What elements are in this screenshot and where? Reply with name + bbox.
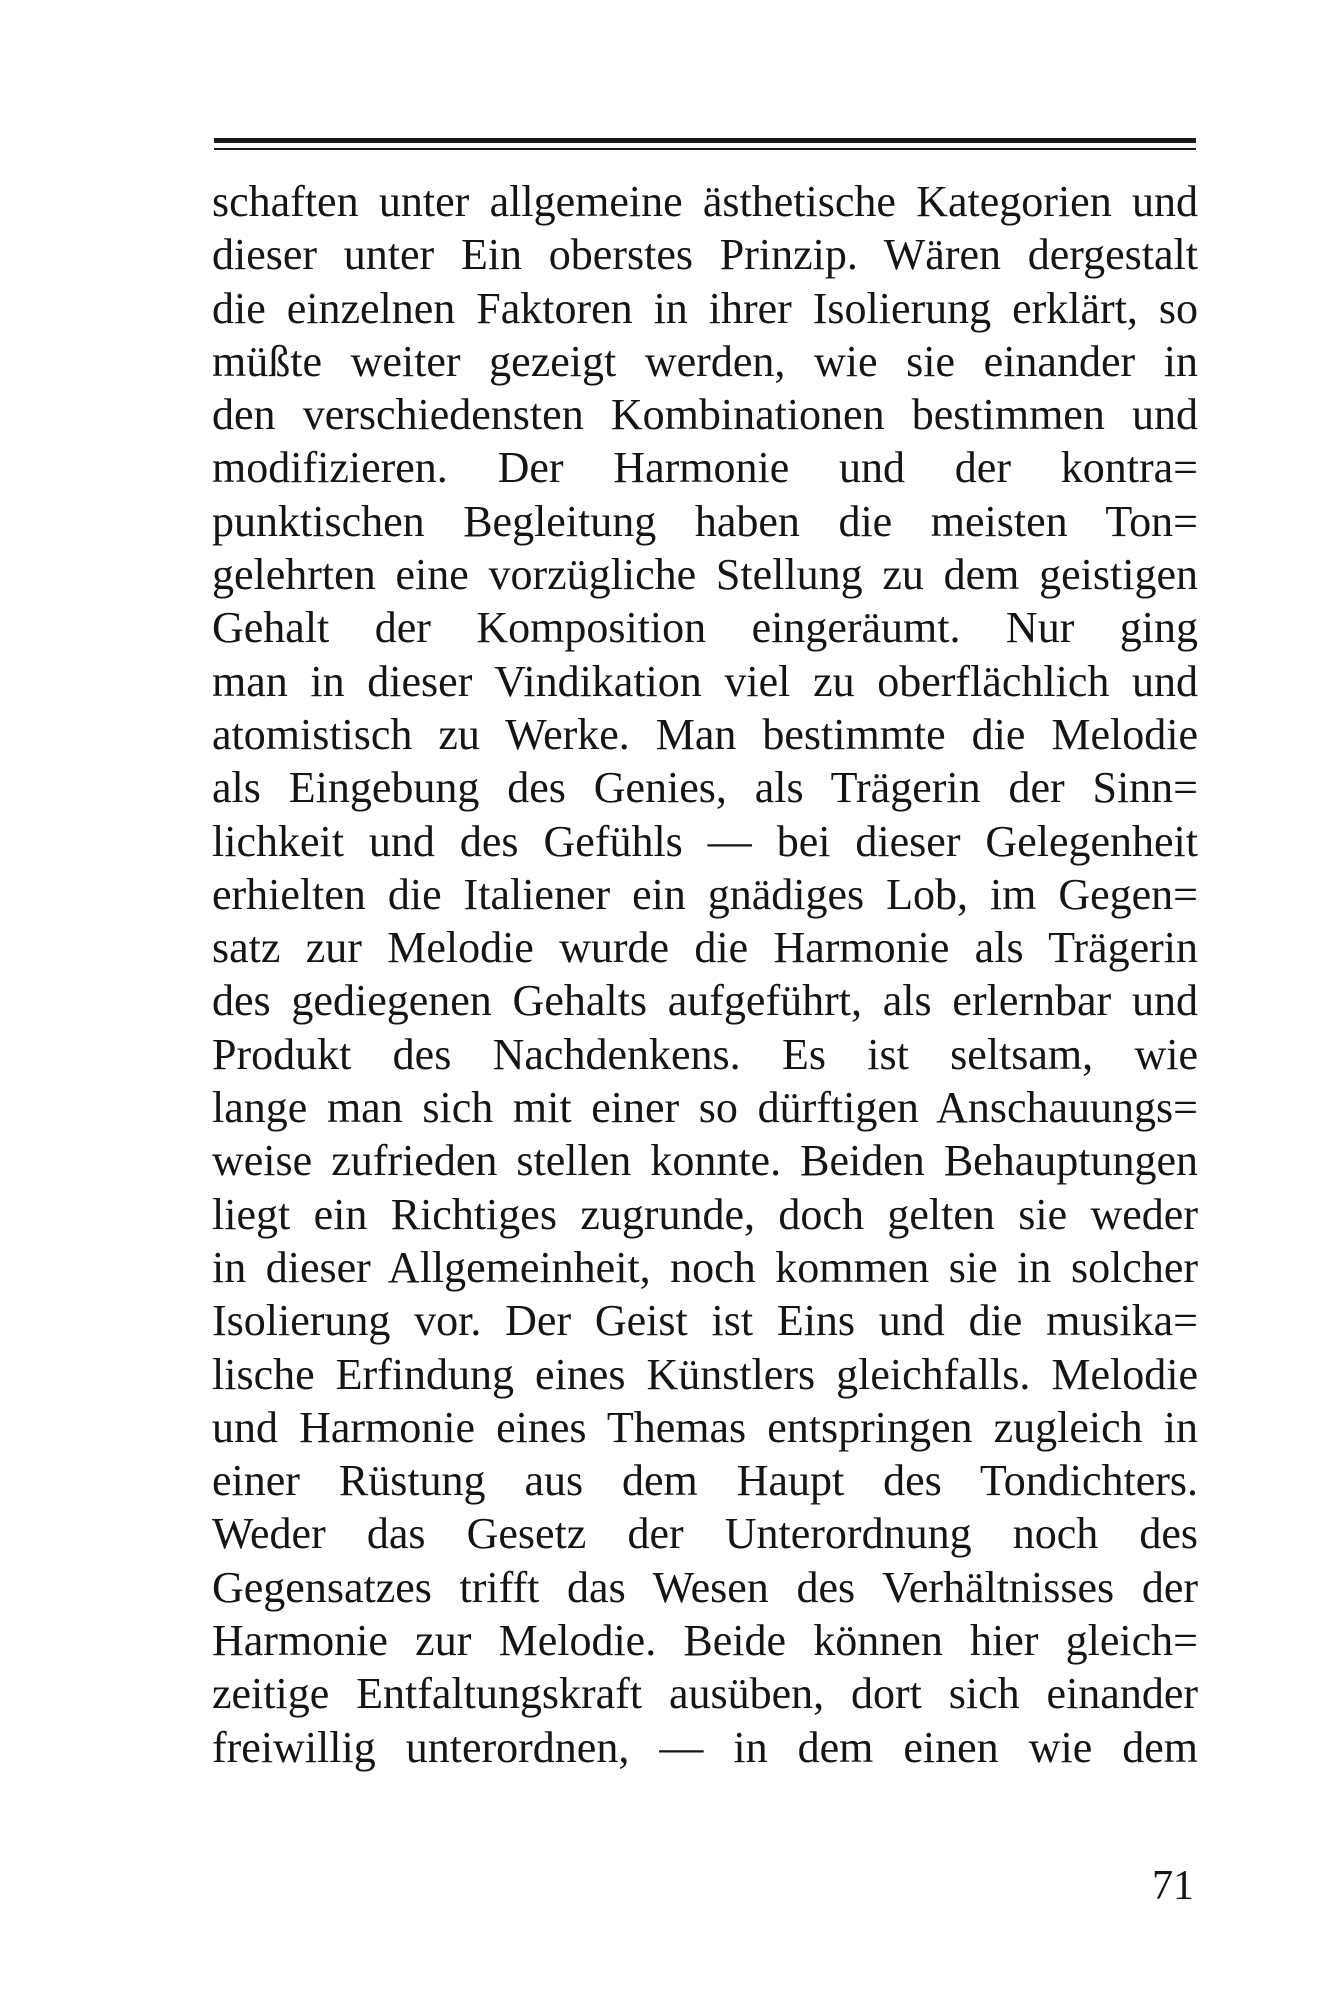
- text-line: zeitige Entfaltungskraft ausüben, dort sich einander: [212, 1669, 1198, 1719]
- text-line: lichkeit und des Gefühls — bei dieser Gelegenheit: [212, 816, 1198, 866]
- text-line: punktischen Begleitung haben die meisten Ton=: [212, 496, 1198, 546]
- text-line: in dieser Allgemeinheit, noch kommen sie in solcher: [212, 1242, 1198, 1292]
- text-line: müßte weiter gezeigt werden, wie sie einander in: [212, 336, 1198, 386]
- text-line: und Harmonie eines Themas entspringen zugleich in: [212, 1402, 1198, 1452]
- text-line: als Eingebung des Genies, als Trägerin der Sinn=: [212, 763, 1198, 813]
- header-rule-thin: [214, 148, 1196, 150]
- text-line: Gegensatzes trifft das Wesen des Verhältnisses der: [212, 1562, 1198, 1612]
- text-line: man in dieser Vindikation viel zu oberflächlich und: [212, 656, 1198, 706]
- text-line: liegt ein Richtiges zugrunde, doch gelten sie weder: [212, 1189, 1198, 1239]
- text-line: atomistisch zu Werke. Man bestimmte die Melodie: [212, 709, 1198, 759]
- text-line: weise zufrieden stellen konnte. Beiden Behauptungen: [212, 1136, 1198, 1186]
- text-line: einer Rüstung aus dem Haupt des Tondichters.: [212, 1456, 1198, 1506]
- text-line: Weder das Gesetz der Unterordnung noch des: [212, 1509, 1198, 1559]
- text-line: dieser unter Ein oberstes Prinzip. Wären dergestalt: [212, 230, 1198, 280]
- page-number: 71: [1152, 1863, 1194, 1909]
- header-rule-thick: [214, 138, 1196, 143]
- text-line: erhielten die Italiener ein gnädiges Lob, im Gegen=: [212, 869, 1198, 919]
- text-line: freiwillig unterordnen, — in dem einen wie dem: [212, 1722, 1198, 1772]
- text-line: Harmonie zur Melodie. Beide können hier gleich=: [212, 1616, 1198, 1666]
- text-line: des gediegenen Gehalts aufgeführt, als erlernbar und: [212, 976, 1198, 1026]
- text-line: die einzelnen Faktoren in ihrer Isolierung erklärt, so: [212, 283, 1198, 333]
- text-line: den verschiedensten Kombinationen bestimmen und: [212, 390, 1198, 440]
- body-text: [212, 175, 1198, 1774]
- text-line: lische Erfindung eines Künstlers gleichfalls. Melodie: [212, 1349, 1198, 1399]
- text-line: satz zur Melodie wurde die Harmonie als Trägerin: [212, 923, 1198, 973]
- text-line: Isolierung vor. Der Geist ist Eins und die musika=: [212, 1296, 1198, 1346]
- text-line: lange man sich mit einer so dürftigen Anschauungs=: [212, 1083, 1198, 1133]
- text-line: Produkt des Nachdenkens. Es ist seltsam, wie: [212, 1029, 1198, 1079]
- text-line: gelehrten eine vorzügliche Stellung zu dem geistigen: [212, 550, 1198, 600]
- text-line: modifizieren. Der Harmonie und der kontra=: [212, 443, 1198, 493]
- text-line: schaften unter allgemeine ästhetische Kategorien und: [212, 177, 1198, 226]
- text-line: Gehalt der Komposition eingeräumt. Nur ging: [212, 603, 1198, 653]
